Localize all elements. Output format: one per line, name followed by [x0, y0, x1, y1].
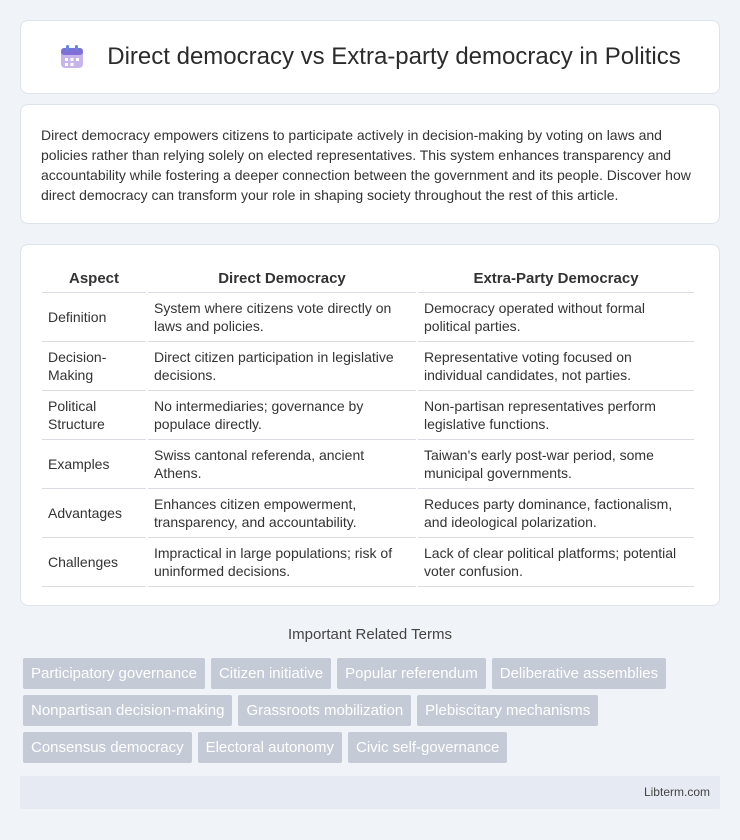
row-extra-party: Democracy operated without formal political parties.	[418, 293, 694, 342]
row-aspect: Examples	[42, 440, 146, 489]
related-term-tag[interactable]: Citizen initiative	[211, 658, 331, 689]
table-row	[42, 440, 694, 489]
related-term-tag[interactable]: Deliberative assemblies	[492, 658, 666, 689]
calendar-icon	[59, 44, 85, 70]
row-aspect: Advantages	[42, 489, 146, 538]
page-title: Direct democracy vs Extra-party democracy in Politics	[107, 43, 681, 70]
related-term-tag[interactable]: Nonpartisan decision-making	[23, 695, 232, 726]
header-aspect: Aspect	[42, 265, 146, 293]
related-terms-list	[23, 658, 723, 769]
comparison-table	[40, 265, 696, 587]
row-direct: Impractical in large populations; risk of uninformed decisions.	[148, 538, 416, 587]
row-aspect: Political Structure	[42, 391, 146, 440]
row-extra-party: Reduces party dominance, factionalism, and ideological polarization.	[418, 489, 694, 538]
row-aspect: Challenges	[42, 538, 146, 587]
row-aspect: Decision-Making	[42, 342, 146, 391]
related-term-tag[interactable]: Participatory governance	[23, 658, 205, 689]
footer-site-link[interactable]: Libterm.com	[643, 785, 710, 799]
table-row	[42, 391, 694, 440]
title-card	[20, 20, 720, 94]
related-term-tag[interactable]: Plebiscitary mechanisms	[417, 695, 598, 726]
related-term-tag[interactable]: Civic self-governance	[348, 732, 507, 763]
table-row	[42, 293, 694, 342]
row-aspect: Definition	[42, 293, 146, 342]
row-extra-party: Non-partisan representatives perform legislative functions.	[418, 391, 694, 440]
row-direct: System where citizens vote directly on laws and policies.	[148, 293, 416, 342]
table-row	[42, 538, 694, 587]
related-term-tag[interactable]: Consensus democracy	[23, 732, 192, 763]
table-header-row	[42, 265, 694, 293]
row-direct: Enhances citizen empowerment, transparency, and accountability.	[148, 489, 416, 538]
row-direct: Swiss cantonal referenda, ancient Athens.	[148, 440, 416, 489]
intro-card	[20, 104, 720, 224]
related-term-tag[interactable]: Electoral autonomy	[198, 732, 342, 763]
table-row	[42, 342, 694, 391]
related-term-tag[interactable]: Popular referendum	[337, 658, 486, 689]
row-extra-party: Taiwan's early post-war period, some municipal governments.	[418, 440, 694, 489]
row-direct: No intermediaries; governance by populace directly.	[148, 391, 416, 440]
table-row	[42, 489, 694, 538]
intro-text: Direct democracy empowers citizens to participate actively in decision-making by voting on laws and policies rather than relying solely on elected representatives. This system enhances transparency and accountability while fostering a deeper connection between the government and its people. Discover how direct democracy can transform your role in shaping society throughout the rest of this article.	[41, 127, 691, 203]
header-direct-democracy: Direct Democracy	[148, 265, 416, 293]
related-terms-title: Important Related Terms	[288, 626, 452, 643]
row-extra-party: Lack of clear political platforms; potential voter confusion.	[418, 538, 694, 587]
row-direct: Direct citizen participation in legislative decisions.	[148, 342, 416, 391]
related-term-tag[interactable]: Grassroots mobilization	[238, 695, 411, 726]
row-extra-party: Representative voting focused on individual candidates, not parties.	[418, 342, 694, 391]
footer	[20, 776, 720, 809]
header-extra-party-democracy: Extra-Party Democracy	[418, 265, 694, 293]
comparison-card	[20, 244, 720, 606]
